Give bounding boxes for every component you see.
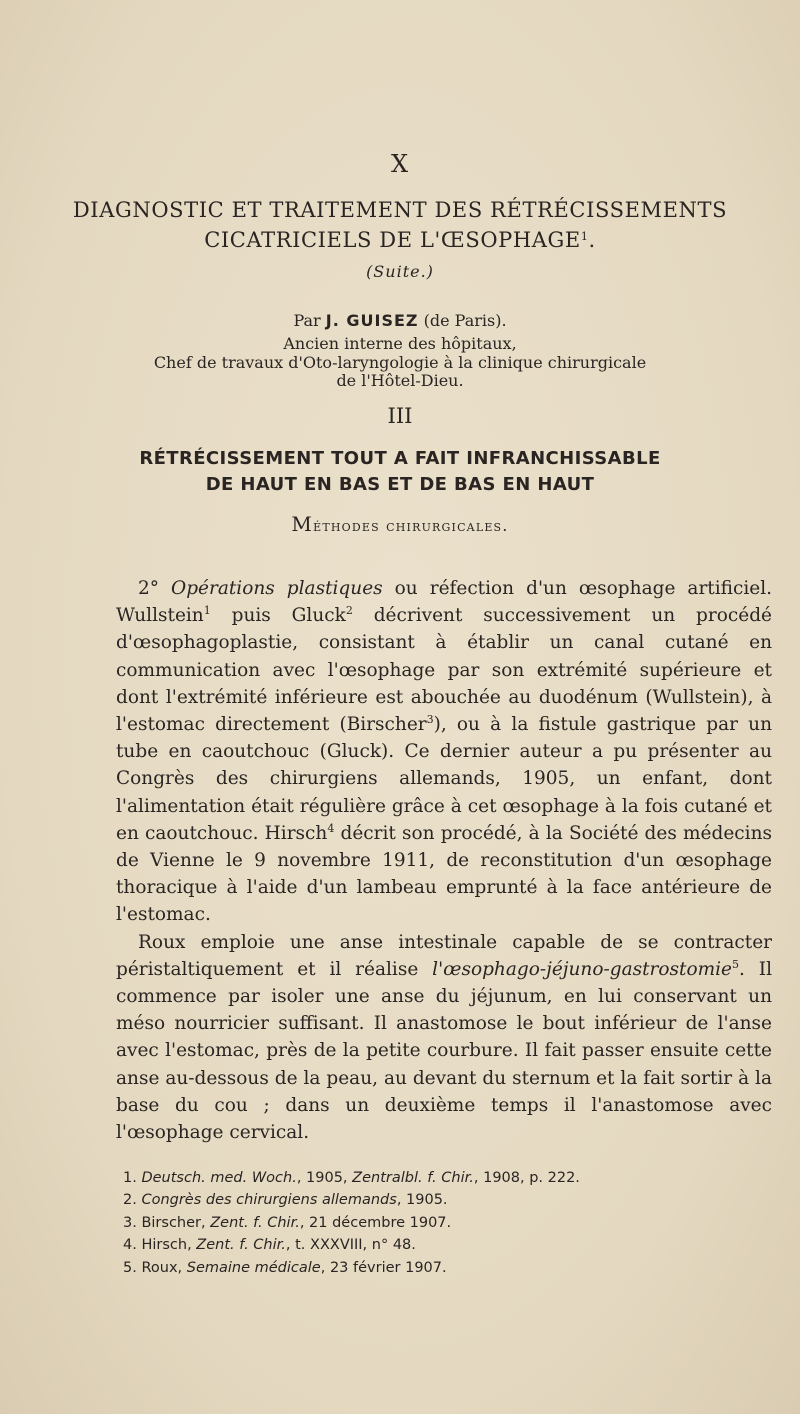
part-number: III xyxy=(387,404,413,428)
footnote-number: 5. xyxy=(123,1259,142,1276)
para1-text-3: décrivent successivement un procédé d'œsophagoplastie, consistant à établir un canal cutané en communication avec l'œsophage par son extrémité supérieure et dont l'extrémité inférieure est abouchée au duodénum (Wullstein), à l'estomac directement (Birscher xyxy=(116,605,772,736)
footnote-2 xyxy=(123,1189,763,1211)
footnote-source: Zent. f. Chir. xyxy=(196,1237,286,1254)
footnote-number: 4. xyxy=(123,1237,142,1254)
para1-text-2: puis Gluck xyxy=(210,605,346,627)
subsection-initial: M xyxy=(291,512,314,536)
footnote-detail: , 1905. xyxy=(396,1192,448,1209)
footnote-author: Roux, xyxy=(141,1259,187,1276)
chapter-numeral: X xyxy=(390,150,410,178)
paragraph-2 xyxy=(116,929,772,1147)
footnote-number: 1. xyxy=(123,1170,142,1186)
footnote-detail: , t. XXXVIII, n° 48. xyxy=(285,1237,416,1254)
author-name: J. GUISEZ xyxy=(325,311,419,330)
subsection-title xyxy=(0,512,800,536)
para1-lead: 2° xyxy=(138,578,172,599)
paragraph-1 xyxy=(116,575,772,929)
affiliation-1: Ancien interne des hôpitaux, xyxy=(283,334,517,353)
footnote-number: 2. xyxy=(123,1192,142,1209)
footnote-source: Zent. f. Chir. xyxy=(210,1214,300,1231)
footnotes xyxy=(123,1167,763,1279)
section-title-line1: RÉTRÉCISSEMENT TOUT A FAIT INFRANCHISSABLE xyxy=(139,448,661,469)
footnote-ref-4: 4 xyxy=(327,821,335,835)
footnote-author: Birscher, xyxy=(141,1214,211,1231)
footnote-detail: , 1905, xyxy=(296,1170,353,1186)
footnote-source: Semaine médicale xyxy=(186,1259,321,1276)
title-end: . xyxy=(588,228,596,252)
affiliation-3: de l'Hôtel-Dieu. xyxy=(336,371,464,390)
footnote-3 xyxy=(123,1212,763,1234)
footnote-source: Deutsch. med. Woch. xyxy=(141,1170,297,1186)
para2-text-2: . Il commence par isoler une anse du jéjunum, en lui conservant un méso nourricier suffisant. Il anastomose le bout inférieur de l'anse avec l'estomac, près de la petite courbure. Il fait passer ensuite cette anse au-dessous de la peau, au devant du sternum et la fait sortir à la base du cou ; dans un deuxième temps il l'anastomose avec l'œsophage cervical. xyxy=(116,958,772,1144)
article-title-line1: DIAGNOSTIC ET TRAITEMENT DES RÉTRÉCISSEMENTS xyxy=(72,198,728,222)
author-place: (de Paris). xyxy=(423,311,507,330)
footnote-source: Congrès des chirurgiens allemands xyxy=(141,1192,397,1209)
footnote-ref-1: 1 xyxy=(203,604,211,618)
subsection-rest: éthodes chirurgicales. xyxy=(313,516,509,535)
suite-note: (Suite.) xyxy=(366,262,434,281)
footnote-ref-5: 5 xyxy=(732,957,739,971)
footnote-author: Hirsch, xyxy=(141,1237,197,1254)
affiliation-2: Chef de travaux d'Oto-laryngologie à la clinique chirurgicale xyxy=(153,353,647,372)
para1-text-1: ou réfection d'un œsophage artificiel. Wullstein xyxy=(116,578,772,627)
footnote-detail: , 21 décembre 1907. xyxy=(299,1214,452,1231)
para1-text-4: ), ou à la fistule gastrique par un tube en caoutchouc (Gluck). Ce dernier auteur a pu présenter au Congrès des chirurgiens allemands, 1905, un enfant, dont l'alimentation était régulière grâce à cet œsophage à la fois cutané et en caoutchouc. Hirsch xyxy=(116,714,772,844)
para1-heading: Opérations plastiques xyxy=(171,578,383,599)
para2-text-1: Roux emploie une anse intestinale capable de se contracter péristaltiquement et il réalise xyxy=(116,931,772,980)
author-line xyxy=(0,311,800,330)
author-by: Par xyxy=(293,311,321,330)
footnote-4 xyxy=(123,1234,763,1256)
body-text xyxy=(116,575,772,1146)
para1-text-5: décrit son procédé, à la Société des médecins de Vienne le 9 novembre 1911, de reconstitution d'un œsophage thoracique à l'aide d'un lambeau emprunté à la face antérieure de l'estomac. xyxy=(116,822,772,926)
footnote-ref-3: 3 xyxy=(426,713,434,727)
para2-italic: l'œsophago-jéjuno-gastrostomie xyxy=(432,958,732,980)
footnote-detail-2: , 1908, p. 222. xyxy=(473,1170,580,1186)
section-title-line2: DE HAUT EN BAS ET DE BAS EN HAUT xyxy=(205,474,595,495)
footnote-1 xyxy=(123,1167,763,1189)
footnote-number: 3. xyxy=(123,1214,142,1231)
article-title-line2 xyxy=(0,228,800,252)
title-footnote-ref: 1 xyxy=(580,230,589,243)
footnote-source-2: Zentralbl. f. Chir. xyxy=(352,1170,474,1186)
footnote-detail: , 23 février 1907. xyxy=(320,1259,447,1276)
article-title-text: CICATRICIELS DE L'ŒSOPHAGE xyxy=(204,228,581,252)
footnote-5 xyxy=(123,1257,763,1279)
footnote-ref-2: 2 xyxy=(345,604,353,618)
